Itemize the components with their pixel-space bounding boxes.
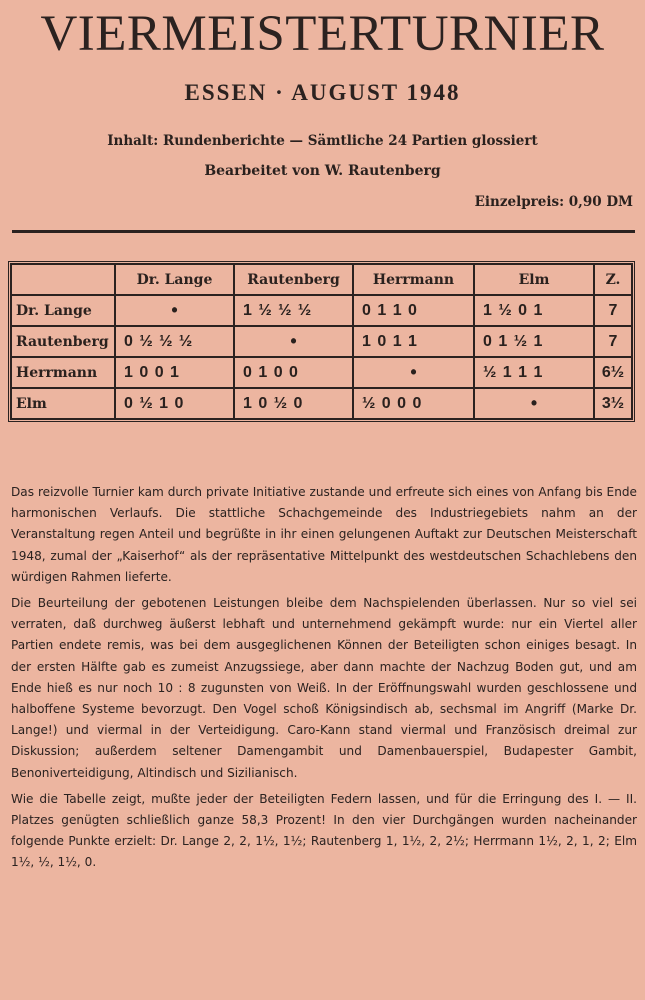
result-cell: 1 0 1 1 (353, 326, 474, 357)
score-cell: 6½ (594, 357, 632, 388)
column-header: Elm (474, 264, 594, 295)
result-cell: • (474, 388, 594, 419)
result-cell: • (353, 357, 474, 388)
result-cell: 0 1 1 0 (353, 295, 474, 326)
column-header: Herrmann (353, 264, 474, 295)
price-label: Einzelpreis: 0,90 DM (474, 194, 633, 210)
contents-line: Inhalt: Rundenberichte — Sämtliche 24 Partien glossiert (107, 133, 538, 149)
column-header: Rautenberg (234, 264, 353, 295)
row-player-name: Dr. Lange (11, 295, 115, 326)
result-cell: • (234, 326, 353, 357)
score-cell: 7 (594, 295, 632, 326)
result-cell: • (115, 295, 234, 326)
table-row (11, 357, 632, 388)
row-player-name: Rautenberg (11, 326, 115, 357)
page-subtitle: ESSEN · AUGUST 1948 (184, 80, 461, 105)
body-text (11, 482, 637, 879)
paragraph: Die Beurteilung der gebotenen Leistungen bleibe dem Nachspielenden überlassen. Nur so viel sei verraten, daß durchweg äußerst lebhaft und unternehmend gekämpft wurde: nur ein Viertel aller Partien endete remis, was bei dem ausgeglichenen Können der Beteiligten schon einiges besagt. In der ersten Hälfte gab es zumeist Anzugssiege, aber dann machte der Nachzug Boden gut, und am Ende hieß es nur noch 10 : 8 zugunsten von Weiß. In der Eröffnungswahl wurden geschlossene und halboffene Systeme bevorzugt. Den Vogel schoß Königsindisch ab, sechsmal im Angriff (Marke Dr. Lange!) und viermal in der Verteidigung. Caro-Kann stand viermal und Französisch dreimal zur Diskussion; außerdem seltener Damengambit und Damenbauerspiel, Budapester Gambit, Benoniverteidigung, Altindisch und Sizilianisch. (11, 596, 637, 780)
result-cell: 1 ½ 0 1 (474, 295, 594, 326)
crosstable (8, 261, 635, 422)
crosstable-header-row (11, 264, 632, 295)
page-title: VIERMEISTERTURNIER (40, 6, 605, 62)
result-cell: 0 ½ ½ ½ (115, 326, 234, 357)
editor-line: Bearbeitet von W. Rautenberg (204, 163, 441, 179)
paragraph: Das reizvolle Turnier kam durch private Initiative zustande und erfreute sich eines von Anfang bis Ende harmonischen Verlaufs. Die stattliche Schachgemeinde des Industriegebiets nahm an der Veranstaltung regen Anteil und begrüßte in ihr einen gelungenen Auftakt zur Deutschen Meisterschaft 1948, zumal der „Kaiserhof“ als der repräsentative Mittelpunkt des westdeutschen Schachlebens den würdigen Rahmen lieferte. (11, 485, 637, 584)
result-cell: ½ 0 0 0 (353, 388, 474, 419)
divider-rule (12, 230, 635, 233)
result-cell: 0 1 0 0 (234, 357, 353, 388)
score-cell: 7 (594, 326, 632, 357)
crosstable-corner-cell (11, 264, 115, 295)
result-cell: 0 ½ 1 0 (115, 388, 234, 419)
result-cell: 1 ½ ½ ½ (234, 295, 353, 326)
row-player-name: Elm (11, 388, 115, 419)
column-header: Z. (594, 264, 632, 295)
result-cell: 1 0 ½ 0 (234, 388, 353, 419)
column-header: Dr. Lange (115, 264, 234, 295)
score-cell: 3½ (594, 388, 632, 419)
result-cell: ½ 1 1 1 (474, 357, 594, 388)
table-row (11, 295, 632, 326)
table-row (11, 326, 632, 357)
row-player-name: Herrmann (11, 357, 115, 388)
result-cell: 0 1 ½ 1 (474, 326, 594, 357)
result-cell: 1 0 0 1 (115, 357, 234, 388)
table-row (11, 388, 632, 419)
paragraph: Wie die Tabelle zeigt, mußte jeder der Beteiligten Federn lassen, und für die Erringung des I. — II. Platzes genügten schließlich ganze 58,3 Prozent! In den vier Durchgängen wurden nacheinander folgende Punkte erzielt: Dr. Lange 2, 2, 1½, 1½; Rautenberg 1, 1½, 2, 2½; Herrmann 1½, 2, 1, 2; Elm 1½, ½, 1½, 0. (11, 791, 637, 870)
